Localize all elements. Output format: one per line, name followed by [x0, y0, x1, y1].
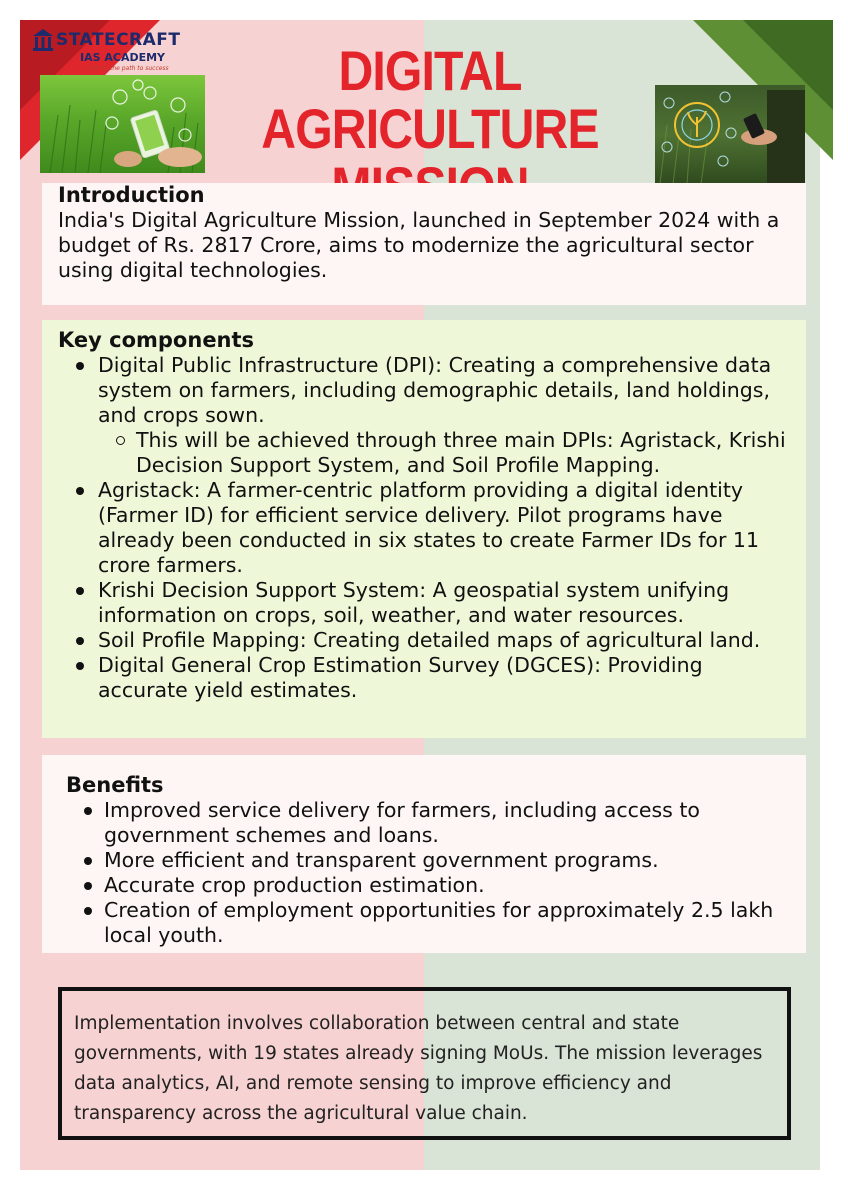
- list-item-text: Soil Profile Mapping: Creating detailed maps of agricultural land.: [98, 628, 761, 652]
- list-item: [58, 653, 790, 703]
- list-item: [58, 578, 790, 628]
- list-item: [66, 848, 790, 873]
- list-item: [58, 628, 790, 653]
- benefits-list: [66, 798, 790, 948]
- farmer-tablet-photo: [40, 75, 205, 173]
- introduction-section: [42, 183, 806, 305]
- bullet-icon: [76, 662, 84, 670]
- list-item-text: Digital Public Infrastructure (DPI): Creating a comprehensive data system on farmers, including demographic details, land holdings, and crops sown.: [98, 353, 772, 427]
- bullet-icon: [76, 362, 84, 370]
- list-item-text: Creation of employment opportunities for approximately 2.5 lakh local youth.: [104, 898, 774, 947]
- smart-farming-photo: [655, 85, 805, 184]
- bullet-icon: [84, 882, 92, 890]
- key-components-list: [58, 353, 790, 703]
- implementation-text: Implementation involves collaboration between central and state governments, with 19 states already signing MoUs. The mission leverages data analytics, AI, and remote sensing to improve efficiency and transparency across the agricultural value chain.: [74, 1013, 763, 1124]
- benefits-section: [42, 755, 806, 953]
- introduction-text: India's Digital Agriculture Mission, launched in September 2024 with a budget of Rs. 2817 Crore, aims to modernize the agricultural sector using digital technologies.: [58, 208, 780, 282]
- brand-tagline: Crafting the path to success: [84, 65, 169, 72]
- page-title-line-1: DIGITAL AGRICULTURE: [261, 39, 599, 160]
- brand-name: STATECRAFT: [56, 30, 181, 50]
- benefits-heading: Benefits: [66, 773, 164, 797]
- bullet-icon: [84, 907, 92, 915]
- list-item-text: Digital General Crop Estimation Survey (DGCES): Providing accurate yield estimates.: [98, 653, 703, 702]
- bullet-icon: [84, 807, 92, 815]
- list-item: [58, 478, 790, 578]
- introduction-heading: Introduction: [58, 183, 205, 207]
- brand-subtitle: IAS ACADEMY: [80, 51, 166, 64]
- statecraft-logo: [30, 26, 190, 74]
- list-item: [66, 898, 790, 948]
- key-components-section: [42, 320, 806, 738]
- sub-list-item-text: This will be achieved through three main DPIs: Agristack, Krishi Decision Support System, and Soil Profile Mapping.: [136, 428, 786, 477]
- key-components-heading: Key components: [58, 328, 255, 352]
- list-item: [66, 798, 790, 848]
- list-item-text: Krishi Decision Support System: A geospatial system unifying information on crops, soil, weather, and water resources.: [98, 578, 730, 627]
- implementation-box: [58, 987, 791, 1140]
- list-item-text: Improved service delivery for farmers, including access to government schemes and loans.: [104, 798, 700, 847]
- bullet-icon: [76, 587, 84, 595]
- list-item-text: Accurate crop production estimation.: [104, 873, 485, 897]
- list-item: [66, 873, 790, 898]
- hollow-bullet-icon: [116, 436, 125, 445]
- list-item-text: Agristack: A farmer-centric platform providing a digital identity (Farmer ID) for efficient service delivery. Pilot programs have already been conducted in six states to create Farmer IDs for 11 crore farmers.: [98, 478, 760, 577]
- bullet-icon: [84, 857, 92, 865]
- sub-list-item: [58, 428, 790, 478]
- list-item-text: More efficient and transparent government programs.: [104, 848, 659, 872]
- list-item: [58, 353, 790, 428]
- academy-building-icon: [32, 28, 54, 52]
- bullet-icon: [76, 637, 84, 645]
- bullet-icon: [76, 487, 84, 495]
